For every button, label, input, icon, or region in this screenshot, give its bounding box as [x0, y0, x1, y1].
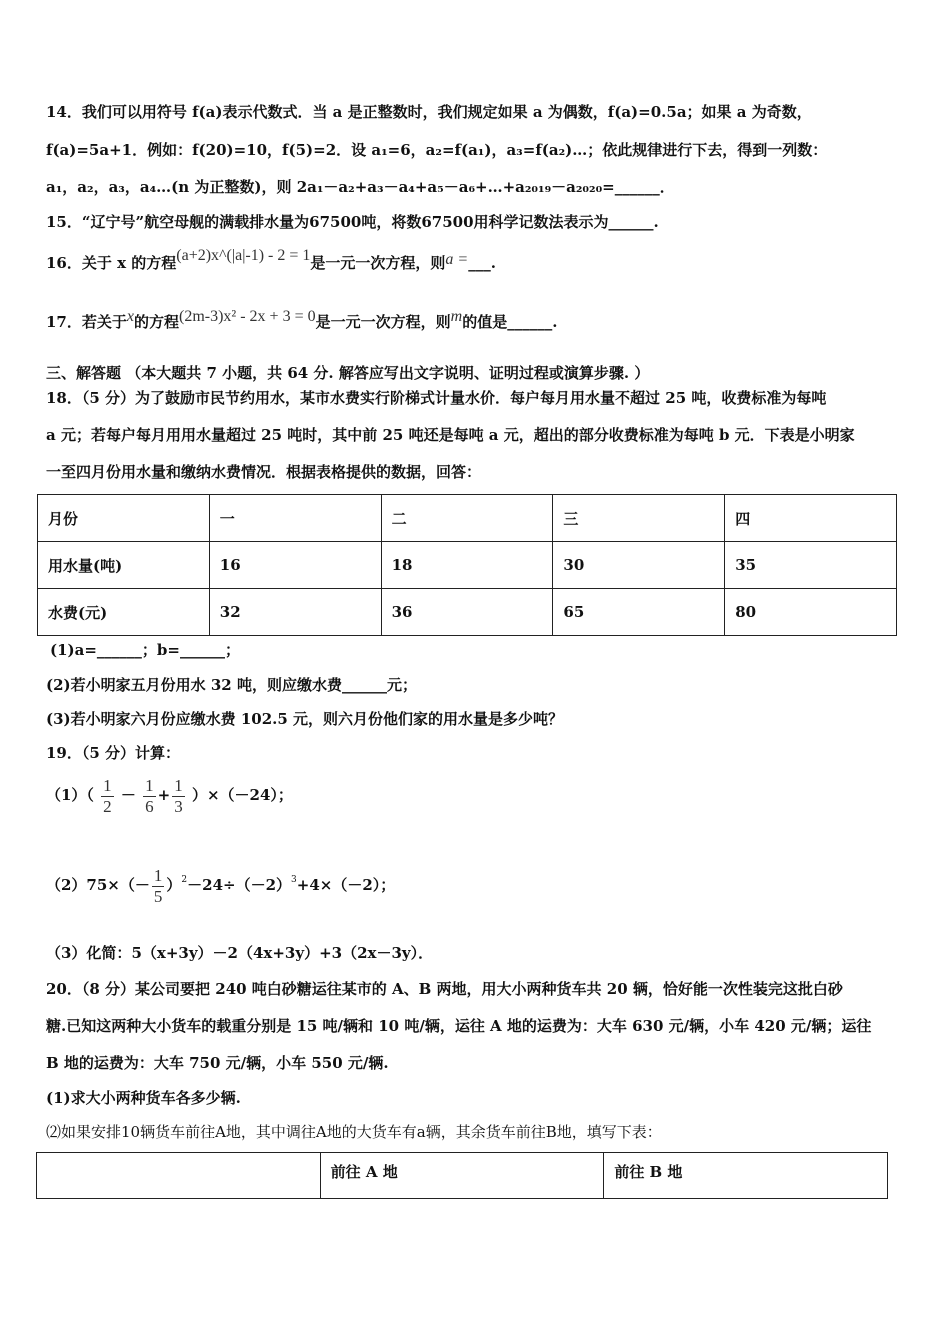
q19-p1-label: （1）（: [46, 786, 94, 804]
q19-p2-close: ）: [166, 876, 182, 894]
table-cell: 65: [553, 589, 725, 636]
q19-heading: 19．（5 分）计算：: [46, 744, 181, 762]
q19-p2-head: （2）75×（－: [46, 876, 150, 894]
table-row: [38, 542, 897, 589]
table-cell: 36: [381, 589, 553, 636]
table-header-row: [38, 495, 897, 542]
table-cell: 18: [381, 542, 553, 589]
q14-line-1: 14．我们可以用符号 f(a)表示代数式．当 a 是正整数时，我们规定如果 a 为偶数，f(a)=0.5a；如果 a 为奇数，: [46, 103, 812, 121]
fraction-numerator: 1: [103, 775, 112, 795]
q19-part-1: [46, 773, 293, 817]
fraction: [101, 776, 114, 817]
table-header-row: [37, 1153, 888, 1199]
q14-line-3: a₁，a₂，a₃，a₄…(n 为正整数)，则 2a₁－a₂+a₃－a₄+a₅－a₆+…+a₂₀₁₉－a₂₀₂₀=______．: [46, 178, 675, 196]
fraction-denominator: 2: [103, 796, 112, 816]
fraction: [143, 776, 156, 817]
transport-table: [36, 1152, 888, 1199]
q18-sub-2: (2)若小明家五月份用水 32 吨，则应缴水费______元；: [46, 676, 417, 694]
q20-line-1: 20．（8 分）某公司要把 240 吨白砂糖运往某市的 A、B 两地，用大小两种货车共 20 辆，恰好能一次性装完这批白砂: [46, 980, 843, 998]
q16-line: [46, 247, 496, 274]
q17-mid1: 的方程: [133, 313, 179, 331]
table-cell: 前往 A 地: [320, 1153, 604, 1199]
table-cell: 月份: [38, 495, 210, 542]
table-cell: 二: [381, 495, 553, 542]
q18-line-1: 18．（5 分）为了鼓励市民节约用水，某市水费实行阶梯式计量水价．每户每月用水量不超过 25 吨，收费标准为每吨: [46, 389, 827, 407]
q16-suffix: ___.: [468, 254, 496, 272]
q18-line-2: a 元；若每户每月用用水量超过 25 吨时，其中前 25 吨还是每吨 a 元，超出的部分收费标准为每吨 b 元．下表是小明家: [46, 426, 855, 444]
q16-prefix: 16．关于 x 的方程: [46, 254, 177, 272]
table-cell: 16: [209, 542, 381, 589]
fraction-denominator: 5: [153, 886, 163, 906]
water-fee-table: [37, 494, 897, 636]
fraction-numerator: 1: [174, 775, 183, 795]
q19-p1-tail: ）×（－24）；: [191, 786, 293, 804]
q14-line-2: f(a)=5a+1．例如：f(20)=10，f(5)=2．设 a₁=6，a₂=f(a₁)，a₃=f(a₂)…；依此规律进行下去，得到一列数：: [46, 141, 828, 159]
q17-var-x: x: [126, 308, 134, 325]
table-cell: 用水量(吨): [38, 542, 210, 589]
fraction-numerator: 1: [145, 775, 154, 795]
table-cell: 三: [553, 495, 725, 542]
q18-line-3: 一至四月份用水量和缴纳水费情况．根据表格提供的数据，回答：: [46, 463, 482, 481]
fraction-denominator: 6: [145, 796, 154, 816]
table-cell: 35: [725, 542, 897, 589]
table-cell: 80: [725, 589, 897, 636]
table-cell: 一: [209, 495, 381, 542]
q17-suffix: 的值是______.: [462, 313, 558, 331]
q19-part-3: （3）化简：5（x+3y）－2（4x+3y）+3（2x－3y）．: [46, 944, 434, 962]
q17-line: [46, 308, 558, 333]
fraction: [172, 776, 185, 817]
q19-p2-tail: +4×（－2）；: [296, 876, 396, 894]
q20-line-3: B 地的运费为：大车 750 元/辆，小车 550 元/辆.: [46, 1054, 389, 1072]
q17-mid2: 是一元一次方程，则: [315, 313, 451, 331]
fraction-denominator: 3: [174, 796, 183, 816]
q20-sub-2: ⑵如果安排10辆货车前往A地，其中调往A地的大货车有a辆，其余货车前往B地，填写下表：: [46, 1123, 662, 1141]
section-3-heading: 三、解答题 （本大题共 7 小题，共 64 分. 解答应写出文字说明、证明过程或演算步骤. ）: [46, 364, 650, 382]
q17-equation: (2m-3)x² - 2x + 3 = 0: [179, 308, 316, 325]
q16-var: a =: [445, 251, 469, 268]
q19-part-2: [46, 858, 395, 907]
fraction-numerator: 1: [153, 865, 163, 885]
q17-prefix: 17．若关于: [46, 313, 127, 331]
q20-line-2: 糖.已知这两种大小货车的载重分别是 15 吨/辆和 10 吨/辆，运往 A 地的运费为：大车 630 元/辆，小车 420 元/辆；运往: [46, 1017, 872, 1035]
q15-text: 15．“辽宁号”航空母舰的满载排水量为67500吨，将数67500用科学记数法表示为______.: [46, 213, 659, 231]
table-row: [38, 589, 897, 636]
q18-sub-1: (1)a=______；b=______；: [50, 641, 240, 659]
table-cell: 前往 B 地: [604, 1153, 888, 1199]
q17-var-m: m: [450, 308, 463, 325]
q16-middle: 是一元一次方程，则: [310, 254, 446, 272]
exponent: 2: [181, 875, 188, 885]
fraction: [152, 866, 165, 907]
table-cell: 30: [553, 542, 725, 589]
table-cell: 水费(元): [38, 589, 210, 636]
q18-sub-3: (3)若小明家六月份应缴水费 102.5 元，则六月份他们家的用水量是多少吨？: [46, 710, 564, 728]
q19-p2-mid: －24÷（－2）: [187, 876, 292, 894]
table-cell: 四: [725, 495, 897, 542]
table-cell: 32: [209, 589, 381, 636]
exponent: 3: [291, 875, 297, 885]
q16-equation: (a+2)x^(|a|-1) - 2 = 1: [176, 247, 311, 264]
q19-p1-op2: +: [157, 786, 171, 804]
q19-p1-op1: －: [120, 786, 136, 804]
table-cell: [37, 1153, 321, 1199]
q20-sub-1: (1)求大小两种货车各多少辆.: [46, 1089, 241, 1107]
